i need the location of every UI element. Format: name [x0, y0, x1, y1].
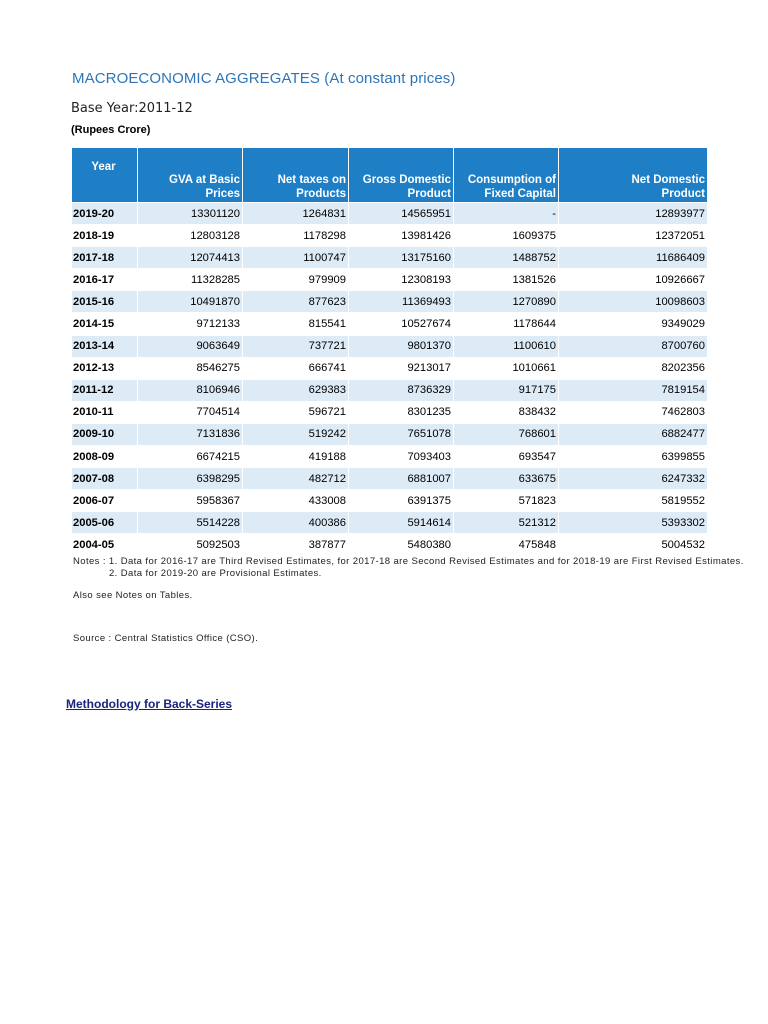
value-cell-ndp: 6247332 — [559, 468, 708, 490]
value-cell-cfc: 475848 — [454, 534, 559, 556]
value-cell-cfc: 1381526 — [454, 269, 559, 291]
value-cell-ndp: 8700760 — [559, 335, 708, 357]
value-cell-gva: 7131836 — [138, 423, 243, 445]
value-cell-gva: 11328285 — [138, 269, 243, 291]
year-cell: 2006-07 — [72, 490, 138, 512]
column-header-year — [72, 148, 138, 203]
year-cell: 2008-09 — [72, 446, 138, 468]
table-row — [72, 203, 708, 225]
value-cell-cfc: 1178644 — [454, 313, 559, 335]
value-cell-ndp: 6882477 — [559, 423, 708, 445]
value-cell-gva: 12803128 — [138, 225, 243, 247]
table-row — [72, 247, 708, 269]
value-cell-net-taxes: 979909 — [243, 269, 349, 291]
year-cell: 2010-11 — [72, 401, 138, 423]
year-cell: 2009-10 — [72, 423, 138, 445]
year-cell: 2012-13 — [72, 357, 138, 379]
year-cell: 2005-06 — [72, 512, 138, 534]
value-cell-cfc: 917175 — [454, 379, 559, 401]
value-cell-ndp: 5819552 — [559, 490, 708, 512]
column-header-text: Year — [91, 161, 116, 173]
value-cell-cfc: 838432 — [454, 401, 559, 423]
value-cell-net-taxes: 815541 — [243, 313, 349, 335]
year-cell: 2007-08 — [72, 468, 138, 490]
year-cell: 2013-14 — [72, 335, 138, 357]
value-cell-net-taxes: 387877 — [243, 534, 349, 556]
value-cell-gva: 10491870 — [138, 291, 243, 313]
column-header-net-taxes — [243, 148, 349, 203]
value-cell-cfc: 1488752 — [454, 247, 559, 269]
year-cell: 2014-15 — [72, 313, 138, 335]
value-cell-cfc: 1270890 — [454, 291, 559, 313]
aggregates-table-container — [71, 148, 705, 551]
value-cell-gdp: 14565951 — [349, 203, 454, 225]
also-see-note: Also see Notes on Tables. — [73, 590, 193, 601]
value-cell-gva: 6398295 — [138, 468, 243, 490]
notes — [73, 556, 744, 580]
value-cell-net-taxes: 482712 — [243, 468, 349, 490]
year-cell: 2004-05 — [72, 534, 138, 556]
value-cell-ndp: 12893977 — [559, 203, 708, 225]
column-header-text: Product — [407, 188, 451, 200]
note-line-1: Notes : 1. Data for 2016-17 are Third Revised Estimates, for 2017-18 are Second Revised Estimates and for 2018-19 are First Revised Estimates. — [73, 556, 744, 567]
table-row — [72, 423, 708, 445]
year-cell: 2018-19 — [72, 225, 138, 247]
table-row — [72, 468, 708, 490]
value-cell-gdp: 8736329 — [349, 379, 454, 401]
value-cell-gva: 9063649 — [138, 335, 243, 357]
value-cell-ndp: 10098603 — [559, 291, 708, 313]
value-cell-ndp: 7819154 — [559, 379, 708, 401]
column-header-text: Net Domestic — [631, 174, 705, 186]
column-header-ndp — [559, 148, 708, 203]
value-cell-cfc: 521312 — [454, 512, 559, 534]
column-header-text: Prices — [205, 188, 240, 200]
table-row — [72, 512, 708, 534]
value-cell-cfc: 1010661 — [454, 357, 559, 379]
table-row — [72, 534, 708, 556]
source-note: Source : Central Statistics Office (CSO). — [73, 633, 259, 644]
value-cell-gdp: 7651078 — [349, 423, 454, 445]
table-row — [72, 269, 708, 291]
year-cell: 2011-12 — [72, 379, 138, 401]
column-header-text: Gross Domestic — [362, 174, 451, 186]
value-cell-gva: 9712133 — [138, 313, 243, 335]
value-cell-gdp: 8301235 — [349, 401, 454, 423]
units-label: (Rupees Crore) — [71, 124, 151, 136]
table-body — [72, 203, 708, 557]
value-cell-net-taxes: 1100747 — [243, 247, 349, 269]
value-cell-gdp: 11369493 — [349, 291, 454, 313]
value-cell-net-taxes: 1178298 — [243, 225, 349, 247]
value-cell-gdp: 6391375 — [349, 490, 454, 512]
value-cell-cfc: 1609375 — [454, 225, 559, 247]
table-header-row — [72, 148, 708, 203]
column-header-text: Fixed Capital — [484, 188, 556, 200]
value-cell-gva: 5958367 — [138, 490, 243, 512]
value-cell-ndp: 7462803 — [559, 401, 708, 423]
column-header-gva — [138, 148, 243, 203]
value-cell-cfc: - — [454, 203, 559, 225]
value-cell-gdp: 10527674 — [349, 313, 454, 335]
value-cell-gdp: 9801370 — [349, 335, 454, 357]
value-cell-net-taxes: 433008 — [243, 490, 349, 512]
year-cell: 2017-18 — [72, 247, 138, 269]
page-title: MACROECONOMIC AGGREGATES (At constant prices) — [72, 70, 456, 87]
table-row — [72, 490, 708, 512]
value-cell-ndp: 12372051 — [559, 225, 708, 247]
column-header-text: Products — [296, 188, 346, 200]
value-cell-cfc: 693547 — [454, 446, 559, 468]
value-cell-gdp: 13981426 — [349, 225, 454, 247]
value-cell-net-taxes: 877623 — [243, 291, 349, 313]
value-cell-cfc: 1100610 — [454, 335, 559, 357]
value-cell-ndp: 9349029 — [559, 313, 708, 335]
value-cell-gva: 5514228 — [138, 512, 243, 534]
table-row — [72, 357, 708, 379]
value-cell-net-taxes: 400386 — [243, 512, 349, 534]
value-cell-gva: 5092503 — [138, 534, 243, 556]
value-cell-gdp: 6881007 — [349, 468, 454, 490]
value-cell-gva: 12074413 — [138, 247, 243, 269]
table-row — [72, 313, 708, 335]
value-cell-gva: 8546275 — [138, 357, 243, 379]
aggregates-table — [71, 148, 708, 557]
year-cell: 2019-20 — [72, 203, 138, 225]
value-cell-ndp: 11686409 — [559, 247, 708, 269]
column-header-text: Net taxes on — [277, 174, 346, 186]
value-cell-net-taxes: 519242 — [243, 423, 349, 445]
value-cell-gdp: 12308193 — [349, 269, 454, 291]
value-cell-net-taxes: 596721 — [243, 401, 349, 423]
column-header-gdp — [349, 148, 454, 203]
value-cell-ndp: 8202356 — [559, 357, 708, 379]
value-cell-gdp: 7093403 — [349, 446, 454, 468]
table-row — [72, 401, 708, 423]
value-cell-gdp: 13175160 — [349, 247, 454, 269]
value-cell-net-taxes: 629383 — [243, 379, 349, 401]
value-cell-cfc: 633675 — [454, 468, 559, 490]
value-cell-ndp: 5393302 — [559, 512, 708, 534]
table-row — [72, 291, 708, 313]
column-header-text: Product — [661, 188, 705, 200]
value-cell-gdp: 5480380 — [349, 534, 454, 556]
value-cell-gva: 13301120 — [138, 203, 243, 225]
value-cell-ndp: 6399855 — [559, 446, 708, 468]
value-cell-net-taxes: 666741 — [243, 357, 349, 379]
note-line-2: 2. Data for 2019-20 are Provisional Estimates. — [109, 568, 322, 579]
value-cell-gva: 6674215 — [138, 446, 243, 468]
value-cell-net-taxes: 737721 — [243, 335, 349, 357]
column-header-cfc — [454, 148, 559, 203]
year-cell: 2015-16 — [72, 291, 138, 313]
methodology-link[interactable]: Methodology for Back-Series — [66, 697, 233, 711]
table-row — [72, 379, 708, 401]
value-cell-ndp: 10926667 — [559, 269, 708, 291]
base-year-label: Base Year:2011-12 — [71, 101, 193, 116]
value-cell-net-taxes: 1264831 — [243, 203, 349, 225]
table-row — [72, 446, 708, 468]
value-cell-gdp: 9213017 — [349, 357, 454, 379]
value-cell-cfc: 571823 — [454, 490, 559, 512]
value-cell-ndp: 5004532 — [559, 534, 708, 556]
value-cell-gva: 8106946 — [138, 379, 243, 401]
year-cell: 2016-17 — [72, 269, 138, 291]
value-cell-cfc: 768601 — [454, 423, 559, 445]
column-header-text: Consumption of — [467, 174, 556, 186]
value-cell-net-taxes: 419188 — [243, 446, 349, 468]
table-row — [72, 225, 708, 247]
value-cell-gva: 7704514 — [138, 401, 243, 423]
value-cell-gdp: 5914614 — [349, 512, 454, 534]
column-header-text: GVA at Basic — [169, 174, 240, 186]
table-row — [72, 335, 708, 357]
